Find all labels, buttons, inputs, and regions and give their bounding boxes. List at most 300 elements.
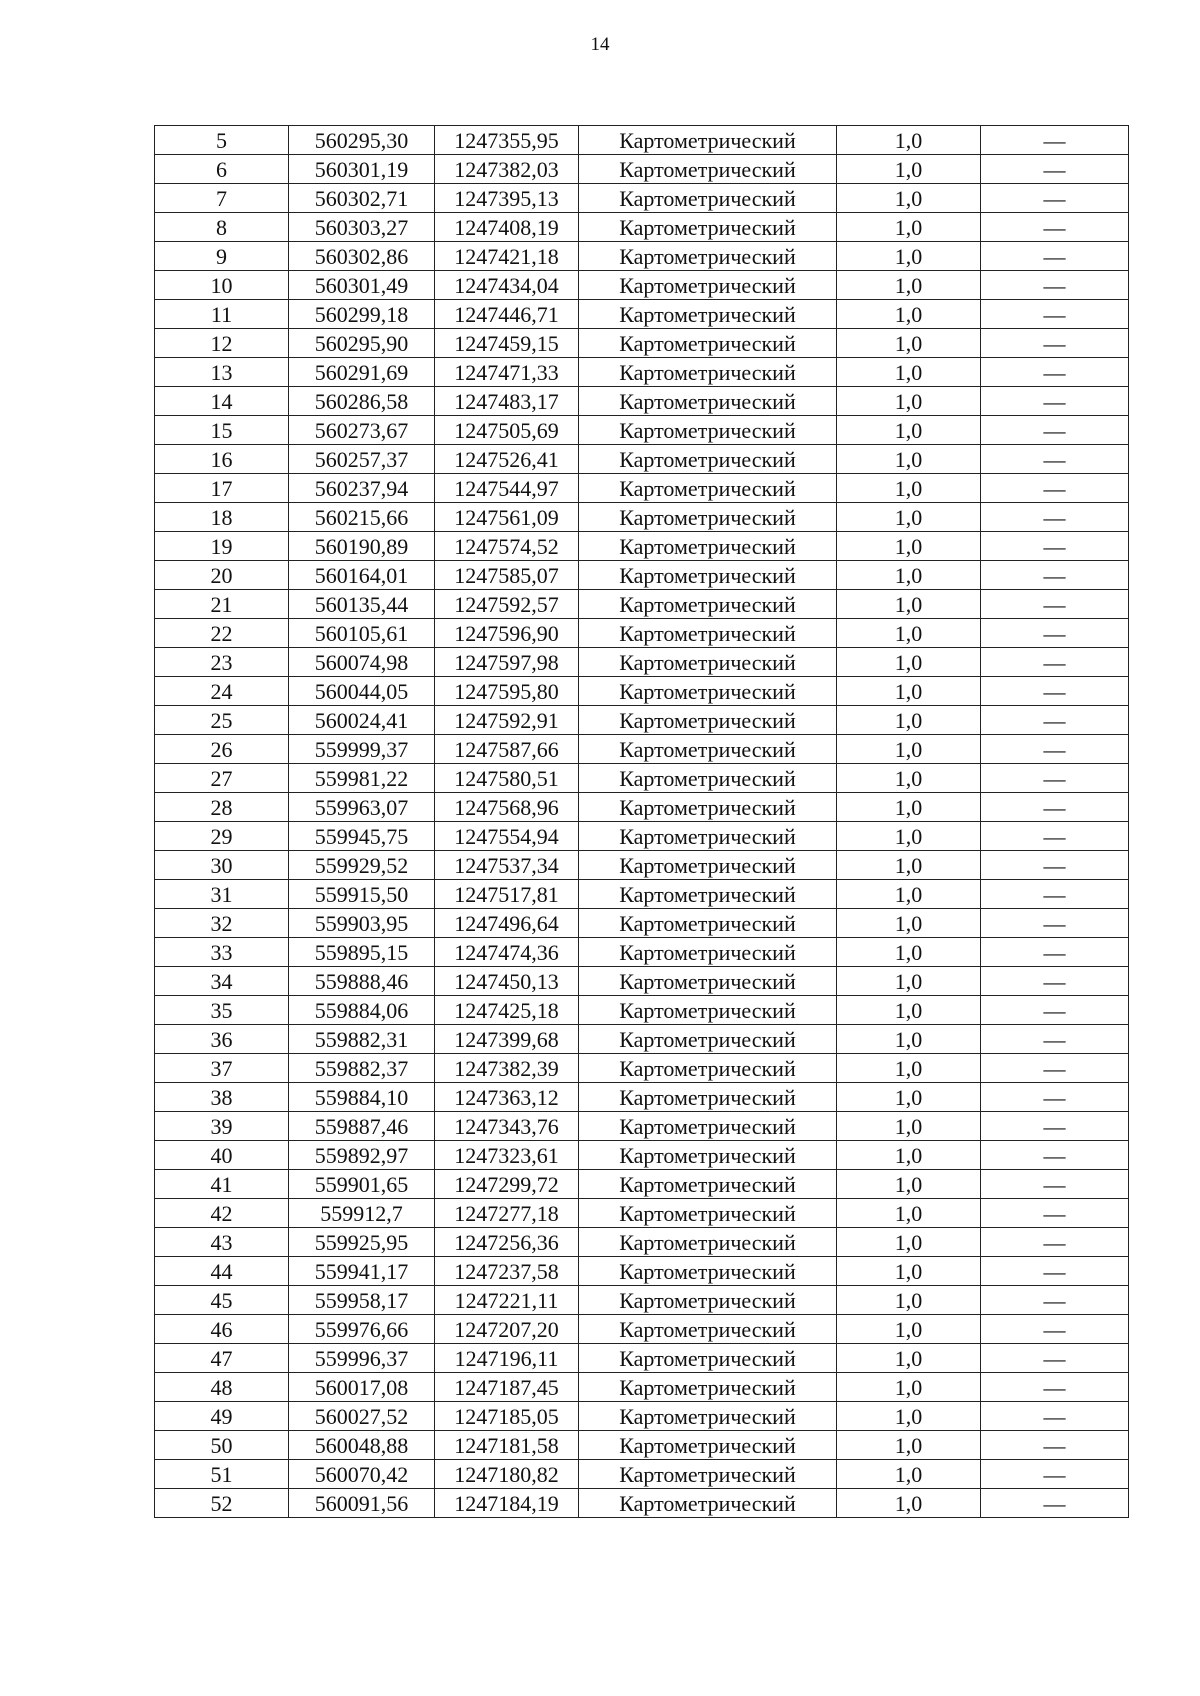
- y-coordinate-cell: 1247537,34: [435, 851, 579, 880]
- y-coordinate-cell: 1247554,94: [435, 822, 579, 851]
- x-coordinate-cell: 559901,65: [289, 1170, 435, 1199]
- point-number-cell: 39: [155, 1112, 289, 1141]
- x-coordinate-cell: 560024,41: [289, 706, 435, 735]
- x-coordinate-cell: 560190,89: [289, 532, 435, 561]
- method-cell: Картометрический: [579, 1112, 837, 1141]
- x-coordinate-cell: 560017,08: [289, 1373, 435, 1402]
- point-number-cell: 9: [155, 242, 289, 271]
- note-cell: —: [981, 1025, 1129, 1054]
- accuracy-cell: 1,0: [837, 1141, 981, 1170]
- table-row: [155, 1489, 1129, 1518]
- y-coordinate-cell: 1247343,76: [435, 1112, 579, 1141]
- x-coordinate-cell: 560301,49: [289, 271, 435, 300]
- method-cell: Картометрический: [579, 561, 837, 590]
- table-row: [155, 1431, 1129, 1460]
- note-cell: —: [981, 1112, 1129, 1141]
- y-coordinate-cell: 1247450,13: [435, 967, 579, 996]
- table-row: [155, 387, 1129, 416]
- accuracy-cell: 1,0: [837, 561, 981, 590]
- method-cell: Картометрический: [579, 416, 837, 445]
- table-row: [155, 1228, 1129, 1257]
- method-cell: Картометрический: [579, 706, 837, 735]
- note-cell: —: [981, 677, 1129, 706]
- accuracy-cell: 1,0: [837, 793, 981, 822]
- point-number-cell: 37: [155, 1054, 289, 1083]
- x-coordinate-cell: 559945,75: [289, 822, 435, 851]
- note-cell: —: [981, 503, 1129, 532]
- note-cell: —: [981, 648, 1129, 677]
- x-coordinate-cell: 559963,07: [289, 793, 435, 822]
- method-cell: Картометрический: [579, 242, 837, 271]
- point-number-cell: 45: [155, 1286, 289, 1315]
- method-cell: Картометрический: [579, 213, 837, 242]
- point-number-cell: 24: [155, 677, 289, 706]
- y-coordinate-cell: 1247496,64: [435, 909, 579, 938]
- point-number-cell: 12: [155, 329, 289, 358]
- table-row: [155, 1083, 1129, 1112]
- note-cell: —: [981, 532, 1129, 561]
- y-coordinate-cell: 1247568,96: [435, 793, 579, 822]
- accuracy-cell: 1,0: [837, 126, 981, 155]
- y-coordinate-cell: 1247459,15: [435, 329, 579, 358]
- method-cell: Картометрический: [579, 967, 837, 996]
- note-cell: —: [981, 1373, 1129, 1402]
- accuracy-cell: 1,0: [837, 1025, 981, 1054]
- x-coordinate-cell: 559903,95: [289, 909, 435, 938]
- note-cell: —: [981, 1431, 1129, 1460]
- note-cell: —: [981, 1402, 1129, 1431]
- accuracy-cell: 1,0: [837, 619, 981, 648]
- method-cell: Картометрический: [579, 1402, 837, 1431]
- y-coordinate-cell: 1247221,11: [435, 1286, 579, 1315]
- table-row: [155, 1315, 1129, 1344]
- note-cell: —: [981, 213, 1129, 242]
- x-coordinate-cell: 559996,37: [289, 1344, 435, 1373]
- page-number: 14: [590, 34, 610, 55]
- table-row: [155, 1373, 1129, 1402]
- point-number-cell: 49: [155, 1402, 289, 1431]
- accuracy-cell: 1,0: [837, 1344, 981, 1373]
- point-number-cell: 8: [155, 213, 289, 242]
- accuracy-cell: 1,0: [837, 1489, 981, 1518]
- point-number-cell: 43: [155, 1228, 289, 1257]
- table-row: [155, 677, 1129, 706]
- y-coordinate-cell: 1247587,66: [435, 735, 579, 764]
- method-cell: Картометрический: [579, 532, 837, 561]
- accuracy-cell: 1,0: [837, 1460, 981, 1489]
- table-row: [155, 938, 1129, 967]
- point-number-cell: 41: [155, 1170, 289, 1199]
- table-row: [155, 735, 1129, 764]
- x-coordinate-cell: 560105,61: [289, 619, 435, 648]
- method-cell: Картометрический: [579, 909, 837, 938]
- method-cell: Картометрический: [579, 851, 837, 880]
- point-number-cell: 22: [155, 619, 289, 648]
- note-cell: —: [981, 938, 1129, 967]
- y-coordinate-cell: 1247323,61: [435, 1141, 579, 1170]
- accuracy-cell: 1,0: [837, 967, 981, 996]
- accuracy-cell: 1,0: [837, 1112, 981, 1141]
- point-number-cell: 35: [155, 996, 289, 1025]
- table-row: [155, 1112, 1129, 1141]
- accuracy-cell: 1,0: [837, 1402, 981, 1431]
- accuracy-cell: 1,0: [837, 1315, 981, 1344]
- note-cell: —: [981, 880, 1129, 909]
- accuracy-cell: 1,0: [837, 1431, 981, 1460]
- accuracy-cell: 1,0: [837, 938, 981, 967]
- accuracy-cell: 1,0: [837, 1054, 981, 1083]
- x-coordinate-cell: 560215,66: [289, 503, 435, 532]
- table-row: [155, 822, 1129, 851]
- accuracy-cell: 1,0: [837, 735, 981, 764]
- x-coordinate-cell: 560286,58: [289, 387, 435, 416]
- y-coordinate-cell: 1247595,80: [435, 677, 579, 706]
- method-cell: Картометрический: [579, 677, 837, 706]
- table-row: [155, 1025, 1129, 1054]
- accuracy-cell: 1,0: [837, 1170, 981, 1199]
- y-coordinate-cell: 1247434,04: [435, 271, 579, 300]
- y-coordinate-cell: 1247256,36: [435, 1228, 579, 1257]
- y-coordinate-cell: 1247184,19: [435, 1489, 579, 1518]
- y-coordinate-cell: 1247596,90: [435, 619, 579, 648]
- point-number-cell: 27: [155, 764, 289, 793]
- y-coordinate-cell: 1247237,58: [435, 1257, 579, 1286]
- accuracy-cell: 1,0: [837, 822, 981, 851]
- x-coordinate-cell: 560301,19: [289, 155, 435, 184]
- table-row: [155, 1054, 1129, 1083]
- x-coordinate-cell: 560044,05: [289, 677, 435, 706]
- y-coordinate-cell: 1247277,18: [435, 1199, 579, 1228]
- x-coordinate-cell: 559892,97: [289, 1141, 435, 1170]
- x-coordinate-cell: 560299,18: [289, 300, 435, 329]
- method-cell: Картометрический: [579, 938, 837, 967]
- y-coordinate-cell: 1247505,69: [435, 416, 579, 445]
- table-row: [155, 851, 1129, 880]
- coordinates-table-body: [155, 126, 1129, 1518]
- x-coordinate-cell: 560295,30: [289, 126, 435, 155]
- method-cell: Картометрический: [579, 822, 837, 851]
- table-row: [155, 590, 1129, 619]
- table-row: [155, 1257, 1129, 1286]
- x-coordinate-cell: 559976,66: [289, 1315, 435, 1344]
- accuracy-cell: 1,0: [837, 1228, 981, 1257]
- method-cell: Картометрический: [579, 329, 837, 358]
- y-coordinate-cell: 1247207,20: [435, 1315, 579, 1344]
- table-row: [155, 358, 1129, 387]
- x-coordinate-cell: 559981,22: [289, 764, 435, 793]
- accuracy-cell: 1,0: [837, 996, 981, 1025]
- accuracy-cell: 1,0: [837, 329, 981, 358]
- table-row: [155, 242, 1129, 271]
- y-coordinate-cell: 1247526,41: [435, 445, 579, 474]
- x-coordinate-cell: 559925,95: [289, 1228, 435, 1257]
- accuracy-cell: 1,0: [837, 764, 981, 793]
- y-coordinate-cell: 1247597,98: [435, 648, 579, 677]
- x-coordinate-cell: 559882,37: [289, 1054, 435, 1083]
- y-coordinate-cell: 1247363,12: [435, 1083, 579, 1112]
- x-coordinate-cell: 560295,90: [289, 329, 435, 358]
- note-cell: —: [981, 329, 1129, 358]
- note-cell: —: [981, 619, 1129, 648]
- table-row: [155, 329, 1129, 358]
- note-cell: —: [981, 474, 1129, 503]
- point-number-cell: 6: [155, 155, 289, 184]
- accuracy-cell: 1,0: [837, 358, 981, 387]
- method-cell: Картометрический: [579, 358, 837, 387]
- method-cell: Картометрический: [579, 1141, 837, 1170]
- table-row: [155, 1170, 1129, 1199]
- y-coordinate-cell: 1247421,18: [435, 242, 579, 271]
- table-row: [155, 909, 1129, 938]
- accuracy-cell: 1,0: [837, 706, 981, 735]
- table-row: [155, 1402, 1129, 1431]
- accuracy-cell: 1,0: [837, 242, 981, 271]
- x-coordinate-cell: 560027,52: [289, 1402, 435, 1431]
- x-coordinate-cell: 559915,50: [289, 880, 435, 909]
- y-coordinate-cell: 1247483,17: [435, 387, 579, 416]
- point-number-cell: 23: [155, 648, 289, 677]
- y-coordinate-cell: 1247382,39: [435, 1054, 579, 1083]
- accuracy-cell: 1,0: [837, 909, 981, 938]
- x-coordinate-cell: 559884,06: [289, 996, 435, 1025]
- method-cell: Картометрический: [579, 1286, 837, 1315]
- note-cell: —: [981, 445, 1129, 474]
- method-cell: Картометрический: [579, 793, 837, 822]
- table-row: [155, 764, 1129, 793]
- method-cell: Картометрический: [579, 155, 837, 184]
- method-cell: Картометрический: [579, 1083, 837, 1112]
- x-coordinate-cell: 560257,37: [289, 445, 435, 474]
- point-number-cell: 17: [155, 474, 289, 503]
- point-number-cell: 29: [155, 822, 289, 851]
- note-cell: —: [981, 822, 1129, 851]
- note-cell: —: [981, 996, 1129, 1025]
- method-cell: Картометрический: [579, 1170, 837, 1199]
- note-cell: —: [981, 735, 1129, 764]
- table-row: [155, 271, 1129, 300]
- method-cell: Картометрический: [579, 1228, 837, 1257]
- note-cell: —: [981, 1489, 1129, 1518]
- x-coordinate-cell: 560237,94: [289, 474, 435, 503]
- x-coordinate-cell: 560303,27: [289, 213, 435, 242]
- y-coordinate-cell: 1247382,03: [435, 155, 579, 184]
- table-row: [155, 1141, 1129, 1170]
- note-cell: —: [981, 590, 1129, 619]
- accuracy-cell: 1,0: [837, 1083, 981, 1112]
- point-number-cell: 32: [155, 909, 289, 938]
- x-coordinate-cell: 560273,67: [289, 416, 435, 445]
- point-number-cell: 30: [155, 851, 289, 880]
- method-cell: Картометрический: [579, 590, 837, 619]
- note-cell: —: [981, 967, 1129, 996]
- y-coordinate-cell: 1247180,82: [435, 1460, 579, 1489]
- x-coordinate-cell: 559884,10: [289, 1083, 435, 1112]
- accuracy-cell: 1,0: [837, 213, 981, 242]
- note-cell: —: [981, 1344, 1129, 1373]
- accuracy-cell: 1,0: [837, 387, 981, 416]
- point-number-cell: 34: [155, 967, 289, 996]
- y-coordinate-cell: 1247544,97: [435, 474, 579, 503]
- point-number-cell: 52: [155, 1489, 289, 1518]
- x-coordinate-cell: 560164,01: [289, 561, 435, 590]
- x-coordinate-cell: 560135,44: [289, 590, 435, 619]
- y-coordinate-cell: 1247425,18: [435, 996, 579, 1025]
- accuracy-cell: 1,0: [837, 184, 981, 213]
- point-number-cell: 20: [155, 561, 289, 590]
- note-cell: —: [981, 126, 1129, 155]
- point-number-cell: 7: [155, 184, 289, 213]
- y-coordinate-cell: 1247585,07: [435, 561, 579, 590]
- note-cell: —: [981, 155, 1129, 184]
- note-cell: —: [981, 793, 1129, 822]
- note-cell: —: [981, 1083, 1129, 1112]
- note-cell: —: [981, 416, 1129, 445]
- note-cell: —: [981, 1257, 1129, 1286]
- method-cell: Картометрический: [579, 648, 837, 677]
- y-coordinate-cell: 1247181,58: [435, 1431, 579, 1460]
- accuracy-cell: 1,0: [837, 851, 981, 880]
- point-number-cell: 18: [155, 503, 289, 532]
- accuracy-cell: 1,0: [837, 677, 981, 706]
- accuracy-cell: 1,0: [837, 155, 981, 184]
- method-cell: Картометрический: [579, 735, 837, 764]
- accuracy-cell: 1,0: [837, 532, 981, 561]
- y-coordinate-cell: 1247299,72: [435, 1170, 579, 1199]
- table-row: [155, 648, 1129, 677]
- table-row: [155, 967, 1129, 996]
- note-cell: —: [981, 561, 1129, 590]
- y-coordinate-cell: 1247196,11: [435, 1344, 579, 1373]
- table-row: [155, 532, 1129, 561]
- x-coordinate-cell: 559895,15: [289, 938, 435, 967]
- point-number-cell: 50: [155, 1431, 289, 1460]
- method-cell: Картометрический: [579, 445, 837, 474]
- x-coordinate-cell: 560302,71: [289, 184, 435, 213]
- point-number-cell: 36: [155, 1025, 289, 1054]
- note-cell: —: [981, 242, 1129, 271]
- note-cell: —: [981, 300, 1129, 329]
- table-row: [155, 880, 1129, 909]
- table-row: [155, 416, 1129, 445]
- x-coordinate-cell: 559999,37: [289, 735, 435, 764]
- note-cell: —: [981, 706, 1129, 735]
- point-number-cell: 51: [155, 1460, 289, 1489]
- method-cell: Картометрический: [579, 1025, 837, 1054]
- table-row: [155, 474, 1129, 503]
- point-number-cell: 11: [155, 300, 289, 329]
- point-number-cell: 44: [155, 1257, 289, 1286]
- note-cell: —: [981, 271, 1129, 300]
- x-coordinate-cell: 560291,69: [289, 358, 435, 387]
- table-row: [155, 996, 1129, 1025]
- method-cell: Картометрический: [579, 764, 837, 793]
- y-coordinate-cell: 1247399,68: [435, 1025, 579, 1054]
- accuracy-cell: 1,0: [837, 1257, 981, 1286]
- accuracy-cell: 1,0: [837, 474, 981, 503]
- table-row: [155, 503, 1129, 532]
- note-cell: —: [981, 1170, 1129, 1199]
- table-row: [155, 213, 1129, 242]
- x-coordinate-cell: 559882,31: [289, 1025, 435, 1054]
- point-number-cell: 48: [155, 1373, 289, 1402]
- coordinates-table: [154, 125, 1129, 1518]
- method-cell: Картометрический: [579, 271, 837, 300]
- table-row: [155, 706, 1129, 735]
- method-cell: Картометрический: [579, 503, 837, 532]
- y-coordinate-cell: 1247187,45: [435, 1373, 579, 1402]
- y-coordinate-cell: 1247592,57: [435, 590, 579, 619]
- note-cell: —: [981, 1228, 1129, 1257]
- table-row: [155, 619, 1129, 648]
- method-cell: Картометрический: [579, 1489, 837, 1518]
- note-cell: —: [981, 851, 1129, 880]
- note-cell: —: [981, 1286, 1129, 1315]
- point-number-cell: 28: [155, 793, 289, 822]
- point-number-cell: 21: [155, 590, 289, 619]
- y-coordinate-cell: 1247561,09: [435, 503, 579, 532]
- accuracy-cell: 1,0: [837, 590, 981, 619]
- accuracy-cell: 1,0: [837, 1286, 981, 1315]
- accuracy-cell: 1,0: [837, 271, 981, 300]
- accuracy-cell: 1,0: [837, 503, 981, 532]
- accuracy-cell: 1,0: [837, 1373, 981, 1402]
- note-cell: —: [981, 184, 1129, 213]
- x-coordinate-cell: 559941,17: [289, 1257, 435, 1286]
- table-row: [155, 1344, 1129, 1373]
- y-coordinate-cell: 1247580,51: [435, 764, 579, 793]
- y-coordinate-cell: 1247408,19: [435, 213, 579, 242]
- y-coordinate-cell: 1247474,36: [435, 938, 579, 967]
- y-coordinate-cell: 1247592,91: [435, 706, 579, 735]
- point-number-cell: 15: [155, 416, 289, 445]
- accuracy-cell: 1,0: [837, 416, 981, 445]
- x-coordinate-cell: 559958,17: [289, 1286, 435, 1315]
- note-cell: —: [981, 387, 1129, 416]
- method-cell: Картометрический: [579, 126, 837, 155]
- point-number-cell: 47: [155, 1344, 289, 1373]
- x-coordinate-cell: 560074,98: [289, 648, 435, 677]
- accuracy-cell: 1,0: [837, 880, 981, 909]
- method-cell: Картометрический: [579, 996, 837, 1025]
- table-row: [155, 184, 1129, 213]
- accuracy-cell: 1,0: [837, 445, 981, 474]
- x-coordinate-cell: 559887,46: [289, 1112, 435, 1141]
- note-cell: —: [981, 909, 1129, 938]
- table-row: [155, 1286, 1129, 1315]
- table-row: [155, 793, 1129, 822]
- point-number-cell: 38: [155, 1083, 289, 1112]
- x-coordinate-cell: 560070,42: [289, 1460, 435, 1489]
- method-cell: Картометрический: [579, 880, 837, 909]
- method-cell: Картометрический: [579, 474, 837, 503]
- note-cell: —: [981, 764, 1129, 793]
- x-coordinate-cell: 560091,56: [289, 1489, 435, 1518]
- table-row: [155, 561, 1129, 590]
- point-number-cell: 31: [155, 880, 289, 909]
- point-number-cell: 5: [155, 126, 289, 155]
- accuracy-cell: 1,0: [837, 648, 981, 677]
- point-number-cell: 10: [155, 271, 289, 300]
- point-number-cell: 46: [155, 1315, 289, 1344]
- y-coordinate-cell: 1247517,81: [435, 880, 579, 909]
- table-row: [155, 445, 1129, 474]
- y-coordinate-cell: 1247185,05: [435, 1402, 579, 1431]
- x-coordinate-cell: 559888,46: [289, 967, 435, 996]
- point-number-cell: 26: [155, 735, 289, 764]
- table-row: [155, 1199, 1129, 1228]
- method-cell: Картометрический: [579, 387, 837, 416]
- method-cell: Картометрический: [579, 1257, 837, 1286]
